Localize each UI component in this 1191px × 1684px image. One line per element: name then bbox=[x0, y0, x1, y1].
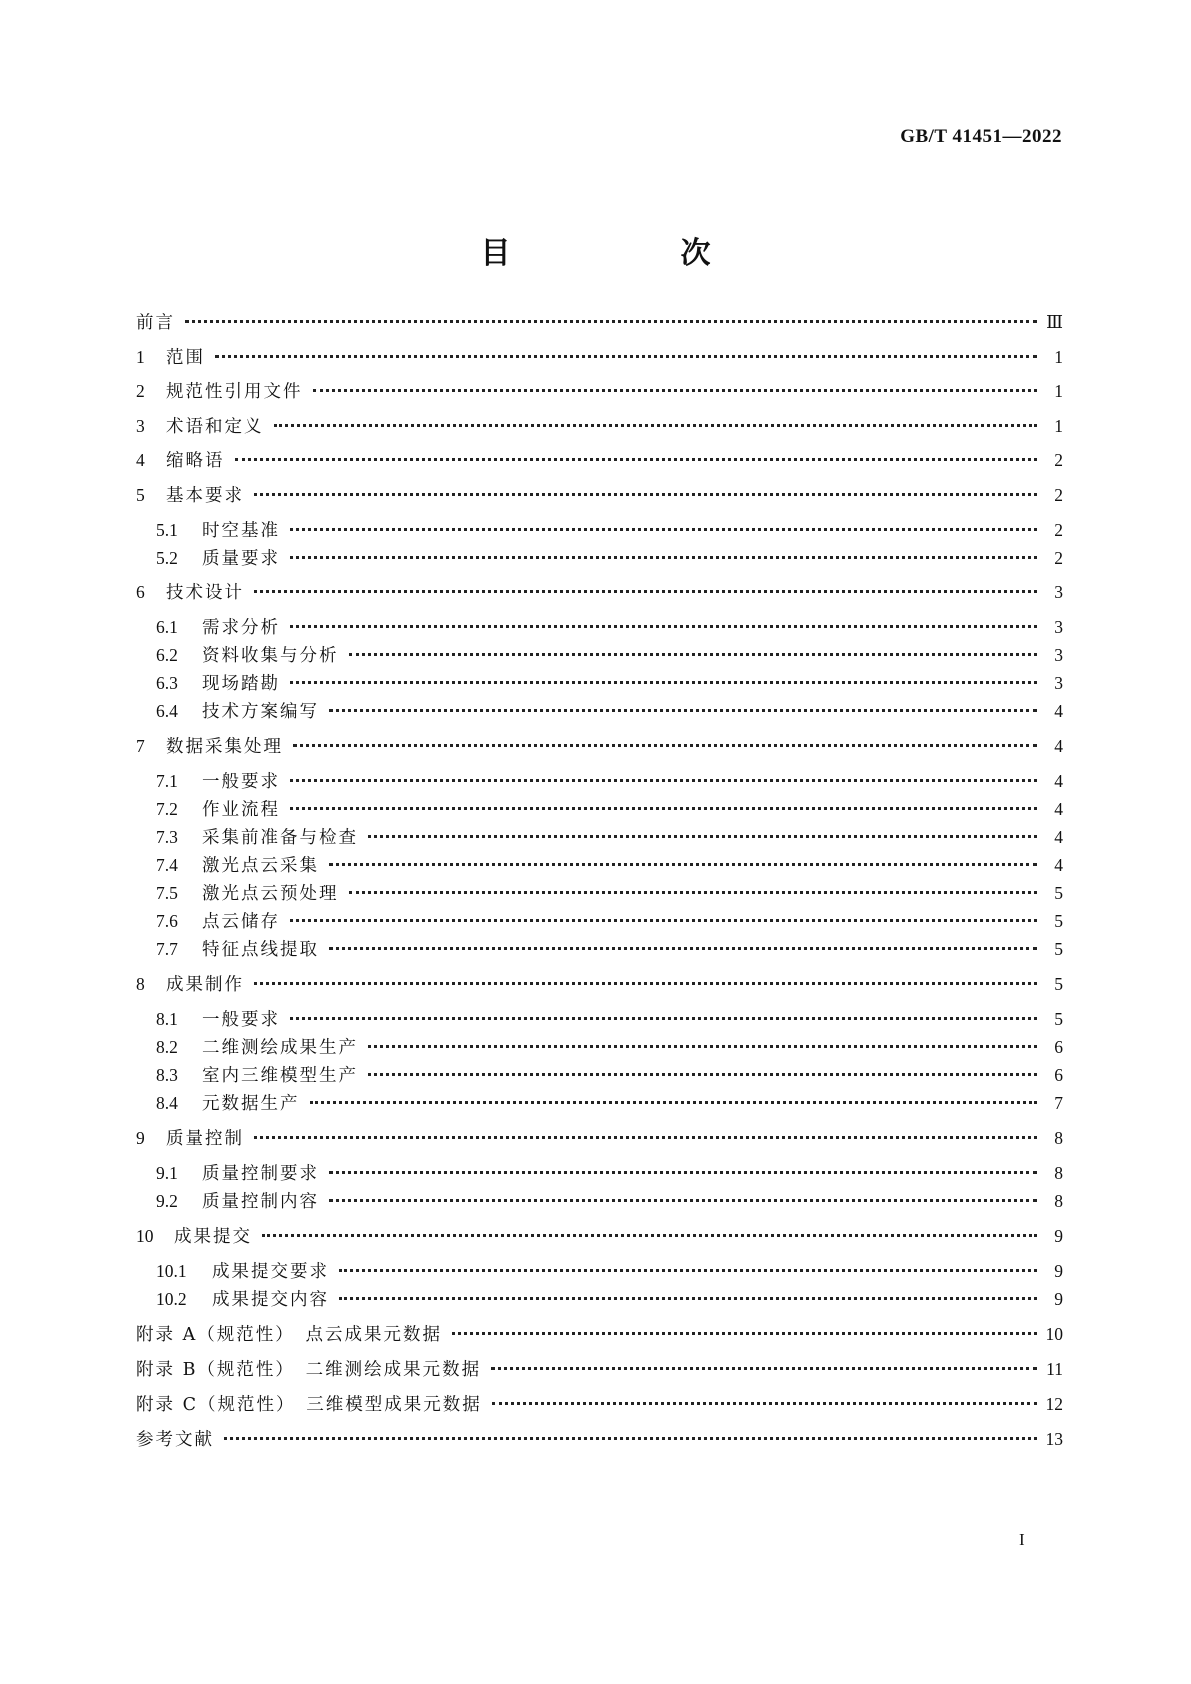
toc-entry-title: 成果提交内容 bbox=[212, 1290, 329, 1310]
toc-entry-page: 4 bbox=[1054, 799, 1063, 819]
toc-entry-number: 8.1 bbox=[156, 1009, 178, 1029]
toc-leader-dots bbox=[491, 1367, 1037, 1370]
toc-entry-page: 4 bbox=[1054, 855, 1063, 875]
toc-entry[interactable] bbox=[136, 412, 1063, 440]
toc-entry-page: 1 bbox=[1054, 416, 1063, 436]
toc-entry[interactable] bbox=[136, 578, 1063, 606]
toc-leader-dots bbox=[329, 947, 1037, 950]
toc-entry[interactable] bbox=[156, 767, 1063, 795]
toc-entry-number: 7.6 bbox=[156, 911, 178, 931]
toc-entry[interactable] bbox=[156, 1159, 1063, 1187]
toc-entry-page: 3 bbox=[1054, 673, 1063, 693]
toc-entry-number: 6.4 bbox=[156, 701, 178, 721]
toc-entry-title: 附录 C（规范性） 三维模型成果元数据 bbox=[136, 1395, 482, 1415]
toc-entry-number: 7.4 bbox=[156, 855, 178, 875]
toc-leader-dots bbox=[290, 807, 1037, 810]
toc-entry-title: 成果提交要求 bbox=[212, 1262, 329, 1282]
toc-entry[interactable] bbox=[156, 544, 1063, 572]
toc-entry-title: 一般要求 bbox=[202, 1010, 280, 1030]
toc-entry[interactable] bbox=[156, 1285, 1063, 1313]
toc-entry-title: 元数据生产 bbox=[202, 1094, 300, 1114]
toc-entry-title: 激光点云采集 bbox=[202, 856, 319, 876]
toc-entry[interactable] bbox=[156, 879, 1063, 907]
toc-entry-title: 质量要求 bbox=[202, 549, 280, 569]
toc-leader-dots bbox=[349, 891, 1038, 894]
toc-entry-page: 2 bbox=[1054, 520, 1063, 540]
toc-entry-title: 数据采集处理 bbox=[166, 737, 283, 757]
toc-entry-number: 6.3 bbox=[156, 673, 178, 693]
toc-entry-title: 现场踏勘 bbox=[202, 674, 280, 694]
toc-entry-page: 3 bbox=[1054, 582, 1063, 602]
standard-number: GB/T 41451—2022 bbox=[900, 126, 1062, 147]
toc-entry[interactable] bbox=[136, 970, 1063, 998]
toc-leader-dots bbox=[290, 556, 1037, 559]
toc-entry-number: 8.2 bbox=[156, 1037, 178, 1057]
toc-entry-title: 质量控制内容 bbox=[202, 1192, 319, 1212]
toc-entry-number: 7.3 bbox=[156, 827, 178, 847]
toc-entry[interactable] bbox=[156, 641, 1063, 669]
toc-entry-title: 一般要求 bbox=[202, 772, 280, 792]
toc-entry[interactable] bbox=[156, 795, 1063, 823]
toc-leader-dots bbox=[224, 1437, 1037, 1440]
toc-entry-title: 采集前准备与检查 bbox=[202, 828, 358, 848]
toc-entry-page: 5 bbox=[1054, 939, 1063, 959]
toc-leader-dots bbox=[235, 458, 1038, 461]
toc-entry-number: 10 bbox=[136, 1226, 154, 1246]
toc-leader-dots bbox=[290, 528, 1037, 531]
toc-leader-dots bbox=[293, 744, 1037, 747]
toc-entry-page: 8 bbox=[1054, 1163, 1063, 1183]
toc-entry[interactable] bbox=[136, 377, 1063, 405]
toc-entry[interactable] bbox=[136, 1222, 1063, 1250]
toc-leader-dots bbox=[492, 1402, 1037, 1405]
toc-entry[interactable] bbox=[136, 1425, 1063, 1453]
toc-entry-title: 质量控制要求 bbox=[202, 1164, 319, 1184]
toc-entry-title: 术语和定义 bbox=[166, 417, 264, 437]
toc-entry-title: 附录 B（规范性） 二维测绘成果元数据 bbox=[136, 1360, 482, 1380]
toc-entry-page: 8 bbox=[1054, 1128, 1063, 1148]
toc-entry-page: 5 bbox=[1054, 911, 1063, 931]
toc-leader-dots bbox=[290, 1017, 1037, 1020]
toc-entry[interactable] bbox=[156, 1187, 1063, 1215]
toc-entry[interactable] bbox=[156, 907, 1063, 935]
toc-leader-dots bbox=[339, 1297, 1037, 1300]
toc-leader-dots bbox=[274, 424, 1038, 427]
toc-leader-dots bbox=[254, 590, 1037, 593]
toc-leader-dots bbox=[290, 919, 1037, 922]
toc-entry-title: 作业流程 bbox=[202, 800, 280, 820]
toc-entry-page: 11 bbox=[1046, 1359, 1063, 1379]
toc-entry[interactable] bbox=[136, 1124, 1063, 1152]
toc-leader-dots bbox=[368, 1045, 1037, 1048]
toc-entry-number: 5.2 bbox=[156, 548, 178, 568]
toc-entry[interactable] bbox=[156, 935, 1063, 963]
toc-entry-page: Ⅲ bbox=[1046, 312, 1063, 332]
toc-leader-dots bbox=[313, 389, 1038, 392]
toc-leader-dots bbox=[185, 320, 1037, 323]
toc-entry-number: 8.3 bbox=[156, 1065, 178, 1085]
toc-entry-title: 室内三维模型生产 bbox=[202, 1066, 358, 1086]
toc-leader-dots bbox=[290, 779, 1037, 782]
toc-leader-dots bbox=[254, 1136, 1037, 1139]
toc-entry-number: 7.5 bbox=[156, 883, 178, 903]
toc-entry[interactable] bbox=[136, 481, 1063, 509]
toc-entry-title: 时空基准 bbox=[202, 521, 280, 541]
toc-leader-dots bbox=[329, 709, 1037, 712]
toc-entry-page: 2 bbox=[1054, 548, 1063, 568]
toc-leader-dots bbox=[254, 982, 1037, 985]
toc-entry-title: 需求分析 bbox=[202, 618, 280, 638]
toc-entry-title: 技术设计 bbox=[166, 583, 244, 603]
toc-entry[interactable] bbox=[136, 1355, 1063, 1383]
toc-leader-dots bbox=[368, 835, 1037, 838]
toc-entry[interactable] bbox=[156, 1257, 1063, 1285]
toc-leader-dots bbox=[215, 355, 1037, 358]
toc-entry-title: 前言 bbox=[136, 313, 175, 333]
toc-entry[interactable] bbox=[156, 669, 1063, 697]
toc-entry[interactable] bbox=[156, 697, 1063, 725]
toc-entry-title: 缩略语 bbox=[166, 451, 225, 471]
toc-leader-dots bbox=[329, 1199, 1037, 1202]
toc-entry-number: 8 bbox=[136, 974, 145, 994]
toc-leader-dots bbox=[329, 1171, 1037, 1174]
toc-entry-number: 10.1 bbox=[156, 1261, 187, 1281]
toc-entry-title: 质量控制 bbox=[166, 1129, 244, 1149]
toc-leader-dots bbox=[349, 653, 1038, 656]
toc-entry-number: 5 bbox=[136, 485, 145, 505]
toc-entry-number: 7.7 bbox=[156, 939, 178, 959]
toc-entry-page: 2 bbox=[1054, 485, 1063, 505]
toc-entry[interactable] bbox=[136, 343, 1063, 371]
toc-entry-page: 10 bbox=[1045, 1324, 1063, 1344]
toc-entry-title: 特征点线提取 bbox=[202, 940, 319, 960]
toc-entry-page: 13 bbox=[1045, 1429, 1063, 1449]
toc-entry[interactable] bbox=[136, 308, 1063, 336]
toc-entry[interactable] bbox=[136, 446, 1063, 474]
toc-entry-number: 7.2 bbox=[156, 799, 178, 819]
toc-entry-number: 8.4 bbox=[156, 1093, 178, 1113]
toc-entry-title: 参考文献 bbox=[136, 1430, 214, 1450]
toc-entry-page: 6 bbox=[1054, 1065, 1063, 1085]
toc-entry-page: 7 bbox=[1054, 1093, 1063, 1113]
toc-leader-dots bbox=[290, 625, 1037, 628]
toc-entry-title: 成果提交 bbox=[174, 1227, 252, 1247]
toc-entry-title: 技术方案编写 bbox=[202, 702, 319, 722]
toc-entry-page: 6 bbox=[1054, 1037, 1063, 1057]
toc-entry[interactable] bbox=[156, 851, 1063, 879]
page-number: I bbox=[1019, 1530, 1025, 1549]
toc-entry-number: 6 bbox=[136, 582, 145, 602]
toc-entry-number: 10.2 bbox=[156, 1289, 187, 1309]
toc-entry-title: 资料收集与分析 bbox=[202, 646, 339, 666]
toc-entry-number: 6.2 bbox=[156, 645, 178, 665]
toc-leader-dots bbox=[452, 1332, 1037, 1335]
toc-entry[interactable] bbox=[136, 1320, 1063, 1348]
toc-entry[interactable] bbox=[156, 613, 1063, 641]
toc-entry-title: 成果制作 bbox=[166, 975, 244, 995]
toc-leader-dots bbox=[368, 1073, 1037, 1076]
toc-entry[interactable] bbox=[156, 516, 1063, 544]
toc-entry-number: 9.2 bbox=[156, 1191, 178, 1211]
toc-entry-page: 1 bbox=[1054, 347, 1063, 367]
toc-entry-number: 4 bbox=[136, 450, 145, 470]
toc-entry-number: 6.1 bbox=[156, 617, 178, 637]
toc-entry-page: 9 bbox=[1054, 1261, 1063, 1281]
toc-entry[interactable] bbox=[156, 1061, 1063, 1089]
toc-entry-page: 9 bbox=[1054, 1226, 1063, 1246]
toc-entry-title: 附录 A（规范性） 点云成果元数据 bbox=[136, 1325, 442, 1345]
toc-entry-title: 规范性引用文件 bbox=[166, 382, 303, 402]
toc-entry-number: 9 bbox=[136, 1128, 145, 1148]
toc-entry-number: 7 bbox=[136, 736, 145, 756]
toc-entry-title: 范围 bbox=[166, 348, 205, 368]
toc-entry-page: 3 bbox=[1054, 645, 1063, 665]
page-title: 目 次 bbox=[480, 236, 781, 271]
toc-entry-title: 点云储存 bbox=[202, 912, 280, 932]
toc-leader-dots bbox=[262, 1234, 1037, 1237]
toc-entry-page: 5 bbox=[1054, 1009, 1063, 1029]
toc-entry-number: 5.1 bbox=[156, 520, 178, 540]
toc-entry-number: 1 bbox=[136, 347, 145, 367]
toc-entry-number: 2 bbox=[136, 381, 145, 401]
toc-entry[interactable] bbox=[156, 1005, 1063, 1033]
toc-leader-dots bbox=[339, 1269, 1037, 1272]
toc-entry-number: 7.1 bbox=[156, 771, 178, 791]
toc-entry-title: 二维测绘成果生产 bbox=[202, 1038, 358, 1058]
toc-leader-dots bbox=[254, 493, 1037, 496]
toc-entry-page: 1 bbox=[1054, 381, 1063, 401]
toc-entry[interactable] bbox=[136, 1390, 1063, 1418]
toc-entry-page: 4 bbox=[1054, 827, 1063, 847]
toc-entry[interactable] bbox=[156, 1033, 1063, 1061]
toc-entry-page: 9 bbox=[1054, 1289, 1063, 1309]
toc-entry-page: 2 bbox=[1054, 450, 1063, 470]
toc-entry-page: 5 bbox=[1054, 883, 1063, 903]
toc-entry-page: 5 bbox=[1054, 974, 1063, 994]
toc-entry-number: 9.1 bbox=[156, 1163, 178, 1183]
toc-entry-title: 激光点云预处理 bbox=[202, 884, 339, 904]
toc-entry[interactable] bbox=[136, 732, 1063, 760]
toc-leader-dots bbox=[290, 681, 1037, 684]
toc-entry-page: 12 bbox=[1045, 1394, 1063, 1414]
toc-entry[interactable] bbox=[156, 823, 1063, 851]
toc-leader-dots bbox=[329, 863, 1037, 866]
toc-entry-page: 4 bbox=[1054, 736, 1063, 756]
toc-entry[interactable] bbox=[156, 1089, 1063, 1117]
toc-entry-page: 8 bbox=[1054, 1191, 1063, 1211]
toc-leader-dots bbox=[310, 1101, 1038, 1104]
toc-entry-title: 基本要求 bbox=[166, 486, 244, 506]
toc-entry-page: 3 bbox=[1054, 617, 1063, 637]
toc-entry-page: 4 bbox=[1054, 771, 1063, 791]
toc-entry-number: 3 bbox=[136, 416, 145, 436]
toc-entry-page: 4 bbox=[1054, 701, 1063, 721]
